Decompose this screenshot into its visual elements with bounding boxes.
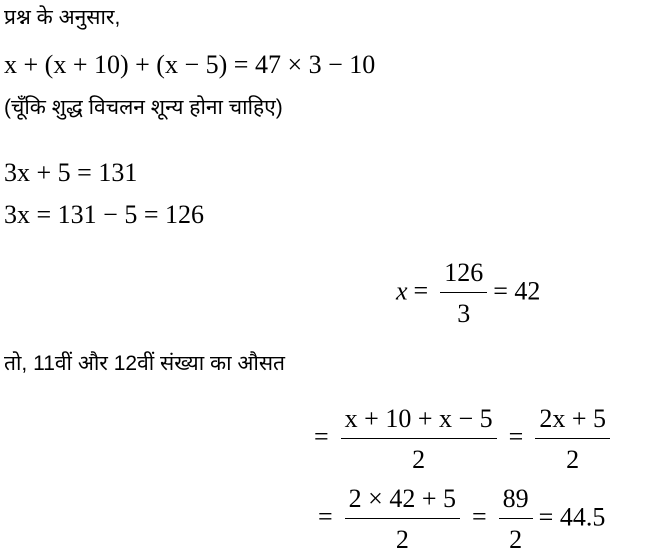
fraction-denominator: 2 bbox=[412, 445, 426, 474]
fraction-numerator: 89 bbox=[499, 484, 533, 519]
fraction-126-over-3 bbox=[440, 258, 487, 329]
fraction-denominator: 3 bbox=[457, 299, 471, 328]
fraction-denominator: 2 bbox=[395, 525, 409, 554]
equals-sign: = bbox=[472, 502, 487, 532]
intro-text: प्रश्न के अनुसार, bbox=[4, 6, 121, 29]
fraction-denominator: 2 bbox=[566, 445, 580, 474]
result-44-5: = 44.5 bbox=[538, 502, 606, 532]
average-statement-text: तो, 11वीं और 12वीं संख्या का औसत bbox=[4, 352, 286, 375]
equation-solve-3x: 3x = 131 − 5 = 126 bbox=[4, 200, 204, 229]
equation-average-result bbox=[312, 484, 605, 555]
equals-sign: = bbox=[508, 422, 524, 452]
equation-x-value bbox=[396, 258, 540, 329]
equals-sign: = bbox=[318, 502, 333, 532]
equals-sign: = bbox=[413, 276, 429, 306]
note-text: (चूँकि शुद्ध विचलन शून्य होना चाहिए) bbox=[4, 96, 283, 119]
result-42: = 42 bbox=[493, 276, 541, 306]
fraction-numerator: x + 10 + x − 5 bbox=[341, 404, 497, 439]
equation-simplified: 3x + 5 = 131 bbox=[4, 158, 138, 187]
x-variable: x bbox=[396, 276, 408, 306]
fraction-denominator: 2 bbox=[509, 525, 523, 554]
fraction-substituted-over-2 bbox=[345, 484, 460, 555]
fraction-89-over-2 bbox=[499, 484, 533, 555]
fraction-2x-plus-5-over-2 bbox=[535, 404, 610, 475]
equation-average-expression bbox=[308, 404, 616, 475]
fraction-numerator: 126 bbox=[440, 258, 487, 293]
equation-sum: x + (x + 10) + (x − 5) = 47 × 3 − 10 bbox=[4, 50, 376, 79]
equals-sign: = bbox=[314, 422, 329, 452]
fraction-sum-over-2 bbox=[341, 404, 497, 475]
fraction-numerator: 2x + 5 bbox=[535, 404, 610, 439]
fraction-numerator: 2 × 42 + 5 bbox=[345, 484, 460, 519]
